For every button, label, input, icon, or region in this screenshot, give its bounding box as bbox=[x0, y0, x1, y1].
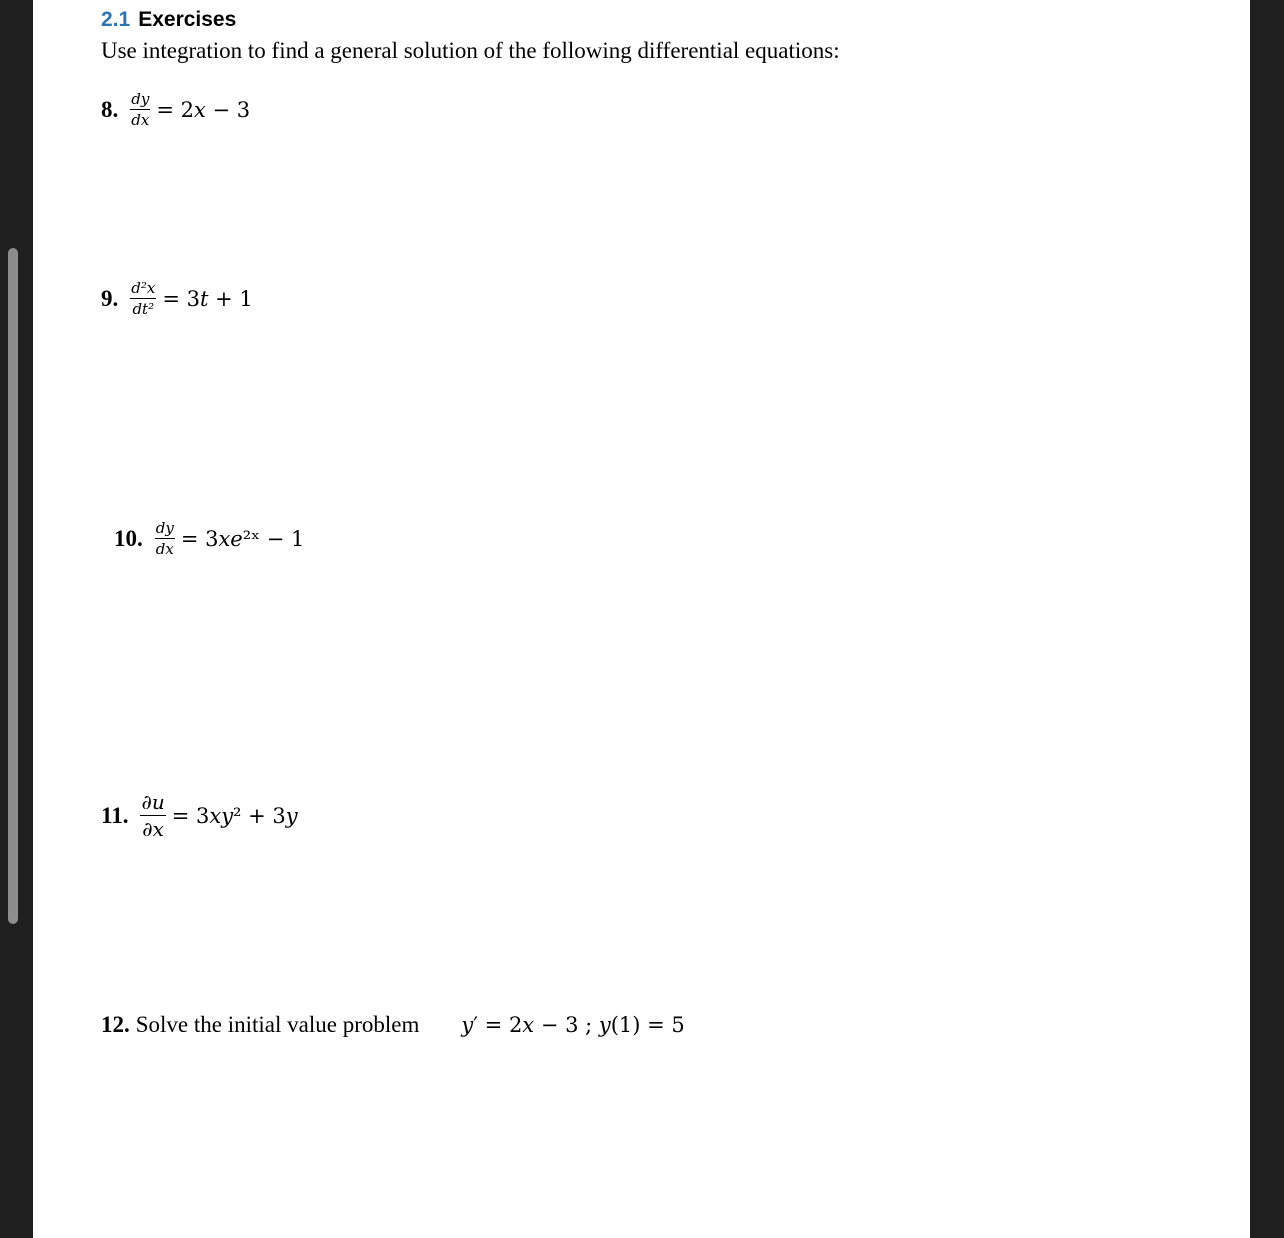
right-hand-side: = 3𝑥𝑒²ˣ − 1 bbox=[180, 526, 305, 551]
exercise-10 bbox=[114, 519, 304, 558]
exercise-label: 12. bbox=[101, 1012, 130, 1037]
denominator: dt² bbox=[132, 300, 155, 318]
document-page bbox=[33, 0, 1250, 1238]
exercise-label: 11. bbox=[101, 802, 129, 828]
equation bbox=[130, 279, 252, 318]
numerator: dy bbox=[131, 90, 150, 108]
right-hand-side: = 3𝑡 + 1 bbox=[162, 286, 253, 311]
equation bbox=[140, 790, 297, 841]
right-hand-side: = 2𝑥 − 3 bbox=[156, 97, 251, 122]
denominator: dx bbox=[131, 111, 150, 129]
fraction bbox=[130, 90, 150, 129]
scrollbar-thumb[interactable] bbox=[8, 248, 18, 924]
equation bbox=[155, 519, 305, 558]
exercise-11 bbox=[101, 790, 298, 841]
numerator: d²x bbox=[131, 279, 156, 297]
numerator: ∂u bbox=[141, 790, 165, 814]
exercise-label: 9. bbox=[101, 285, 119, 311]
right-hand-side: = 3𝑥𝑦² + 3𝑦 bbox=[171, 803, 298, 828]
denominator: dx bbox=[155, 540, 174, 558]
right-gutter bbox=[1250, 0, 1284, 1238]
fraction-bar bbox=[140, 815, 165, 816]
section-title: Exercises bbox=[138, 8, 237, 31]
equation: 𝑦′ = 2𝑥 − 3 ; 𝑦(1) = 5 bbox=[461, 1013, 685, 1037]
fraction bbox=[130, 279, 156, 318]
denominator: ∂x bbox=[142, 817, 164, 841]
section-number: 2.1 bbox=[101, 8, 131, 31]
exercise-12 bbox=[101, 1012, 685, 1038]
fraction-bar bbox=[130, 298, 156, 299]
fraction bbox=[140, 790, 165, 841]
exercise-label: 8. bbox=[101, 96, 119, 122]
section-heading bbox=[101, 8, 236, 32]
exercise-8 bbox=[101, 90, 250, 129]
exercise-label: 10. bbox=[114, 525, 143, 551]
fraction-bar bbox=[155, 538, 175, 539]
scrollbar-track[interactable] bbox=[0, 0, 33, 1238]
exercise-text: Solve the initial value problem bbox=[135, 1012, 420, 1037]
instructions: Use integration to find a general solution of the following differential equations: bbox=[101, 38, 840, 63]
numerator: dy bbox=[155, 519, 174, 537]
fraction bbox=[155, 519, 175, 558]
fraction-bar bbox=[130, 109, 150, 110]
exercise-9 bbox=[101, 279, 253, 318]
equation bbox=[130, 90, 250, 129]
